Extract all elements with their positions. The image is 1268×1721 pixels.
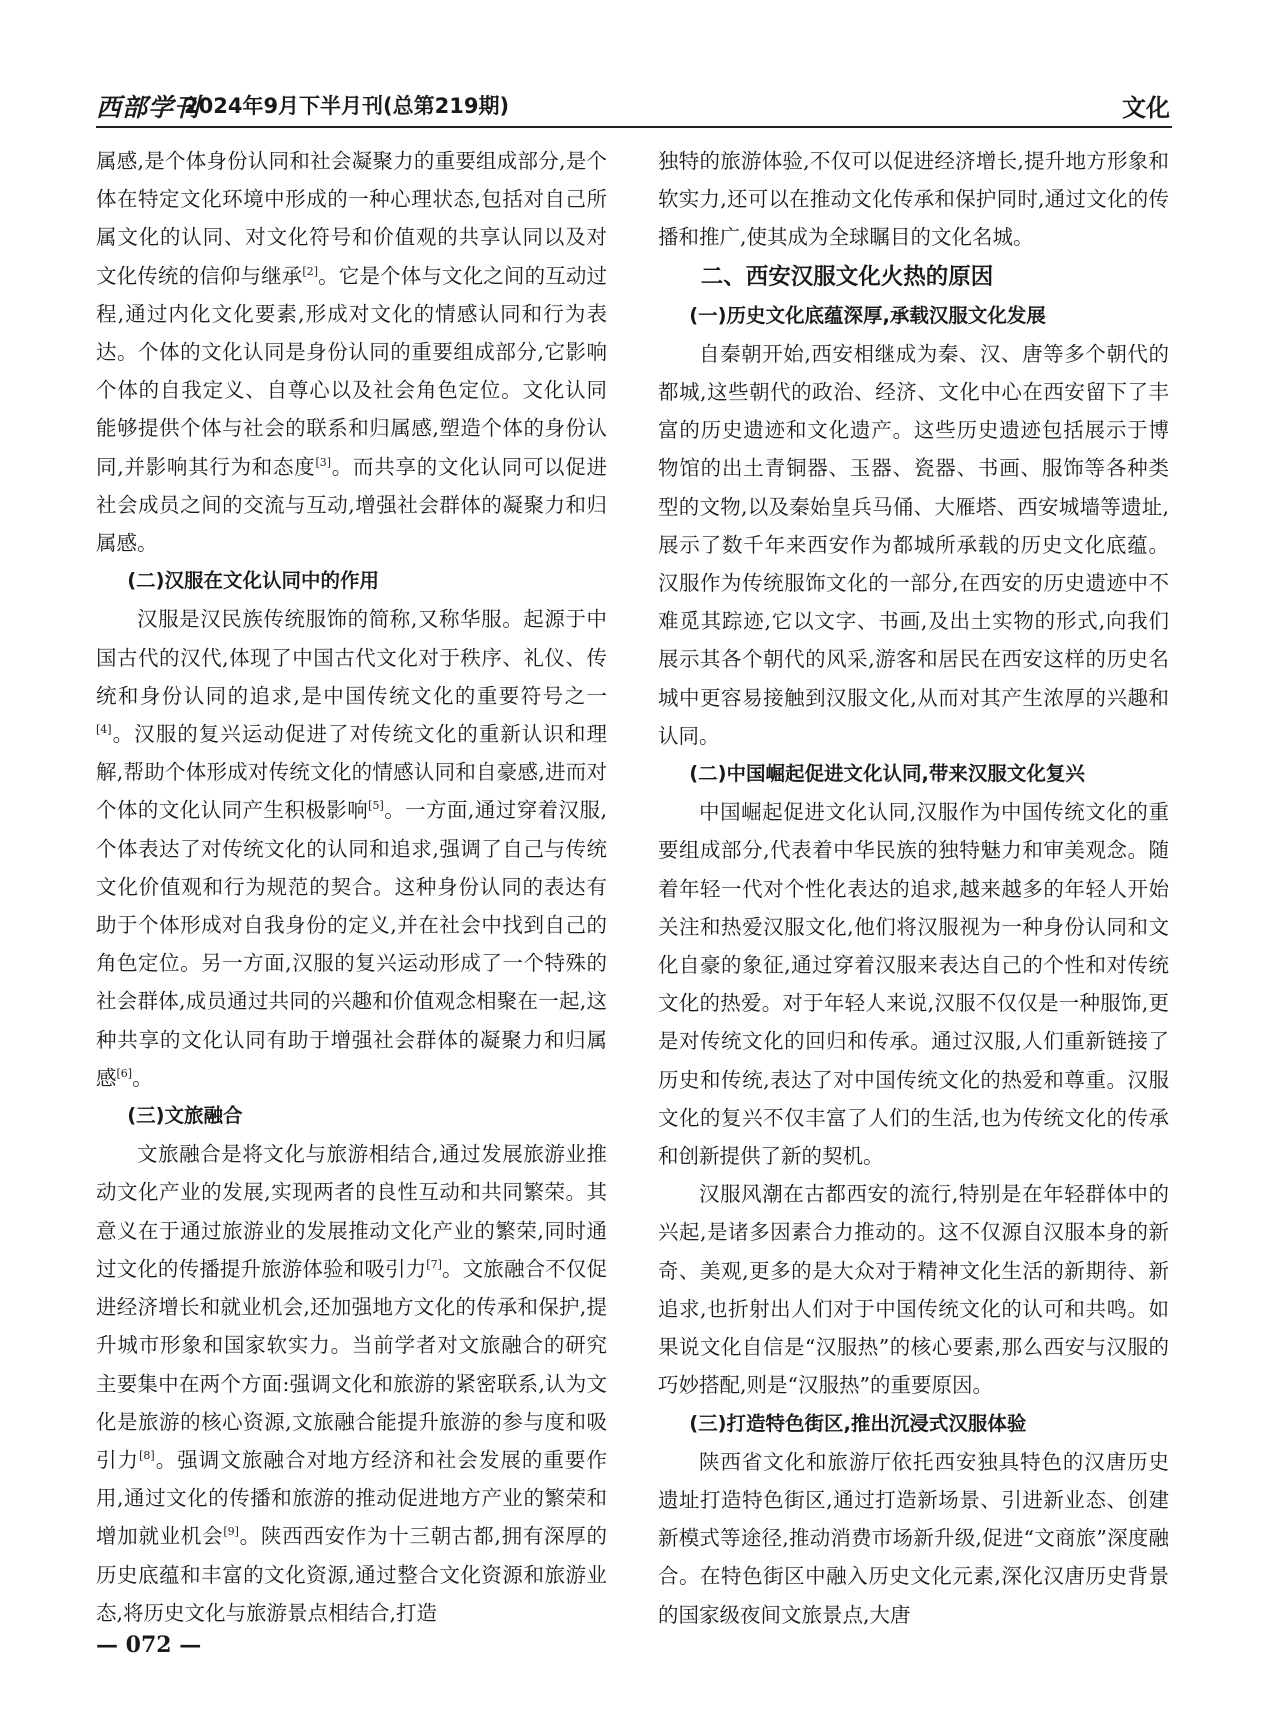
paragraph: 独特的旅游体验,不仅可以促进经济增长,提升地方形象和软实力,还可以在推动文化传承和保护同时,通过文化的传播和推广,使其成为全球瞩目的文化名城。 [658, 149, 1169, 250]
page-number: — 072 — [96, 1632, 202, 1658]
citation[interactable]: [7] [426, 1257, 442, 1271]
citation[interactable]: [9] [223, 1525, 239, 1539]
subsection-heading: (三)文旅融合 [127, 1104, 243, 1128]
citation[interactable]: [4] [96, 723, 112, 737]
issue-info: 2024年9月下半月刊(总第219期) [184, 94, 510, 118]
subsection-heading: (一)历史文化底蕴深厚,承载汉服文化发展 [689, 303, 1046, 327]
paragraph: 陕西省文化和旅游厅依托西安独具特色的汉唐历史遗址打造特色街区,通过打造新场景、引进新业态、创建新模式等途径,推动消费市场新升级,促进“文商旅”深度融合。在特色街区中融入历史文化元素,深化汉唐历史背景的国家级夜间文旅景点,大唐 [658, 1449, 1169, 1627]
citation[interactable]: [5] [368, 799, 384, 813]
paragraph: 汉服是汉民族传统服饰的简称,又称华服。起源于中国古代的汉代,体现了中国古代文化对于秩序、礼仪、传统和身份认同的追求,是中国传统文化的重要符号之一[4]。汉服的复兴运动促进了对传统文化的重新认识和理解,帮助个体形成对传统文化的情感认同和自豪感,进而对个体的文化认同产生积极影响[5]。一方面,通过穿着汉服,个体表达了对传统文化的认同和追求,强调了自己与传统文化价值观和行为规范的契合。这种身份认同的表达有助于个体形成对自我身份的定义,并在社会中找到自己的角色定位。另一方面,汉服的复兴运动形成了一个特殊的社会群体,成员通过共同的兴趣和价值观念相聚在一起,这种共享的文化认同有助于增强社会群体的凝聚力和归属感[6]。 [96, 607, 607, 1090]
paragraph: 文旅融合是将文化与旅游相结合,通过发展旅游业推动文化产业的发展,实现两者的良性互动和共同繁荣。其意义在于通过旅游业的发展推动文化产业的繁荣,同时通过文化的传播提升旅游体验和吸引力[7]。文旅融合不仅促进经济增长和就业机会,还加强地方文化的传承和保护,提升城市形象和国家软实力。当前学者对文旅融合的研究主要集中在两个方面:强调文化和旅游的紧密联系,认为文化是旅游的核心资源,文旅融合能提升旅游的参与度和吸引力[8]。强调文旅融合对地方经济和社会发展的重要作用,通过文化的传播和旅游的推动促进地方产业的繁荣和增加就业机会[9]。陕西西安作为十三朝古都,拥有深厚的历史底蕴和丰富的文化资源,通过整合文化资源和旅游业态,将历史文化与旅游景点相结合,打造 [96, 1142, 608, 1625]
paragraph: 自秦朝开始,西安相继成为秦、汉、唐等多个朝代的都城,这些朝代的政治、经济、文化中心在西安留下了丰富的历史遗迹和文化遗产。这些历史遗迹包括展示于博物馆的出土青铜器、玉器、瓷器、书画、服饰等各种类型的文物,以及秦始皇兵马俑、大雁塔、西安城墙等遗址,展示了数千年来西安作为都城所承载的历史文化底蕴。汉服作为传统服饰文化的一部分,在西安的历史遗迹中不难觅其踪迹,它以文字、书画,及出土实物的形式,向我们展示其各个朝代的风采,游客和居民在西安这样的历史名城中更容易接触到汉服文化,从而对其产生浓厚的兴趣和认同。 [658, 341, 1169, 748]
subsection-heading: (二)汉服在文化认同中的作用 [127, 569, 380, 593]
paragraph: 汉服风潮在古都西安的流行,特别是在年轻群体中的兴起,是诸多因素合力推动的。这不仅源自汉服本身的新奇、美观,更多的是大众对于精神文化生活的新期待、新追求,也折射出人们对于中国传统文化的认可和共鸣。如果说文化自信是“汉服热”的核心要素,那么西安与汉服的巧妙搭配,则是“汉服热”的重要原因。 [658, 1182, 1169, 1398]
citation[interactable]: [3] [315, 455, 332, 469]
page-header [96, 82, 1172, 128]
citation[interactable]: [2] [302, 264, 319, 278]
right-column [658, 142, 1169, 1634]
section-label: 文化 [1122, 94, 1170, 122]
subsection-heading: (三)打造特色街区,推出沉浸式汉服体验 [689, 1411, 1027, 1435]
section-heading: 二、西安汉服文化火热的原因 [700, 263, 994, 290]
citation[interactable]: [8] [139, 1448, 155, 1462]
left-column [96, 142, 607, 1632]
subsection-heading: (二)中国崛起促进文化认同,带来汉服文化复兴 [689, 762, 1085, 786]
paragraph: 属感,是个体身份认同和社会凝聚力的重要组成部分,是个体在特定文化环境中形成的一种心理状态,包括对自己所属文化的认同、对文化符号和价值观的共享认同以及对文化传统的信仰与继承[2]。它是个体与文化之间的互动过程,通过内化文化要素,形成对文化的情感认同和行为表达。个体的文化认同是身份认同的重要组成部分,它影响个体的自我定义、自尊心以及社会角色定位。文化认同能够提供个体与社会的联系和归属感,塑造个体的身份认同,并影响其行为和态度[3]。而共享的文化认同可以促进社会成员之间的交流与互动,增强社会群体的凝聚力和归属感。 [96, 149, 608, 556]
journal-logo: 西部学刊 [96, 93, 201, 122]
paragraph: 中国崛起促进文化认同,汉服作为中国传统文化的重要组成部分,代表着中华民族的独特魅力和审美观念。随着年轻一代对个性化表达的追求,越来越多的年轻人开始关注和热爱汉服文化,他们将汉服视为一种身份认同和文化自豪的象征,通过穿着汉服来表达自己的个性和对传统文化的热爱。对于年轻人来说,汉服不仅仅是一种服饰,更是对传统文化的回归和传承。通过汉服,人们重新链接了历史和传统,表达了对中国传统文化的热爱和尊重。汉服文化的复兴不仅丰富了人们的生活,也为传统文化的传承和创新提供了新的契机。 [658, 800, 1169, 1169]
citation[interactable]: [6] [116, 1066, 133, 1080]
